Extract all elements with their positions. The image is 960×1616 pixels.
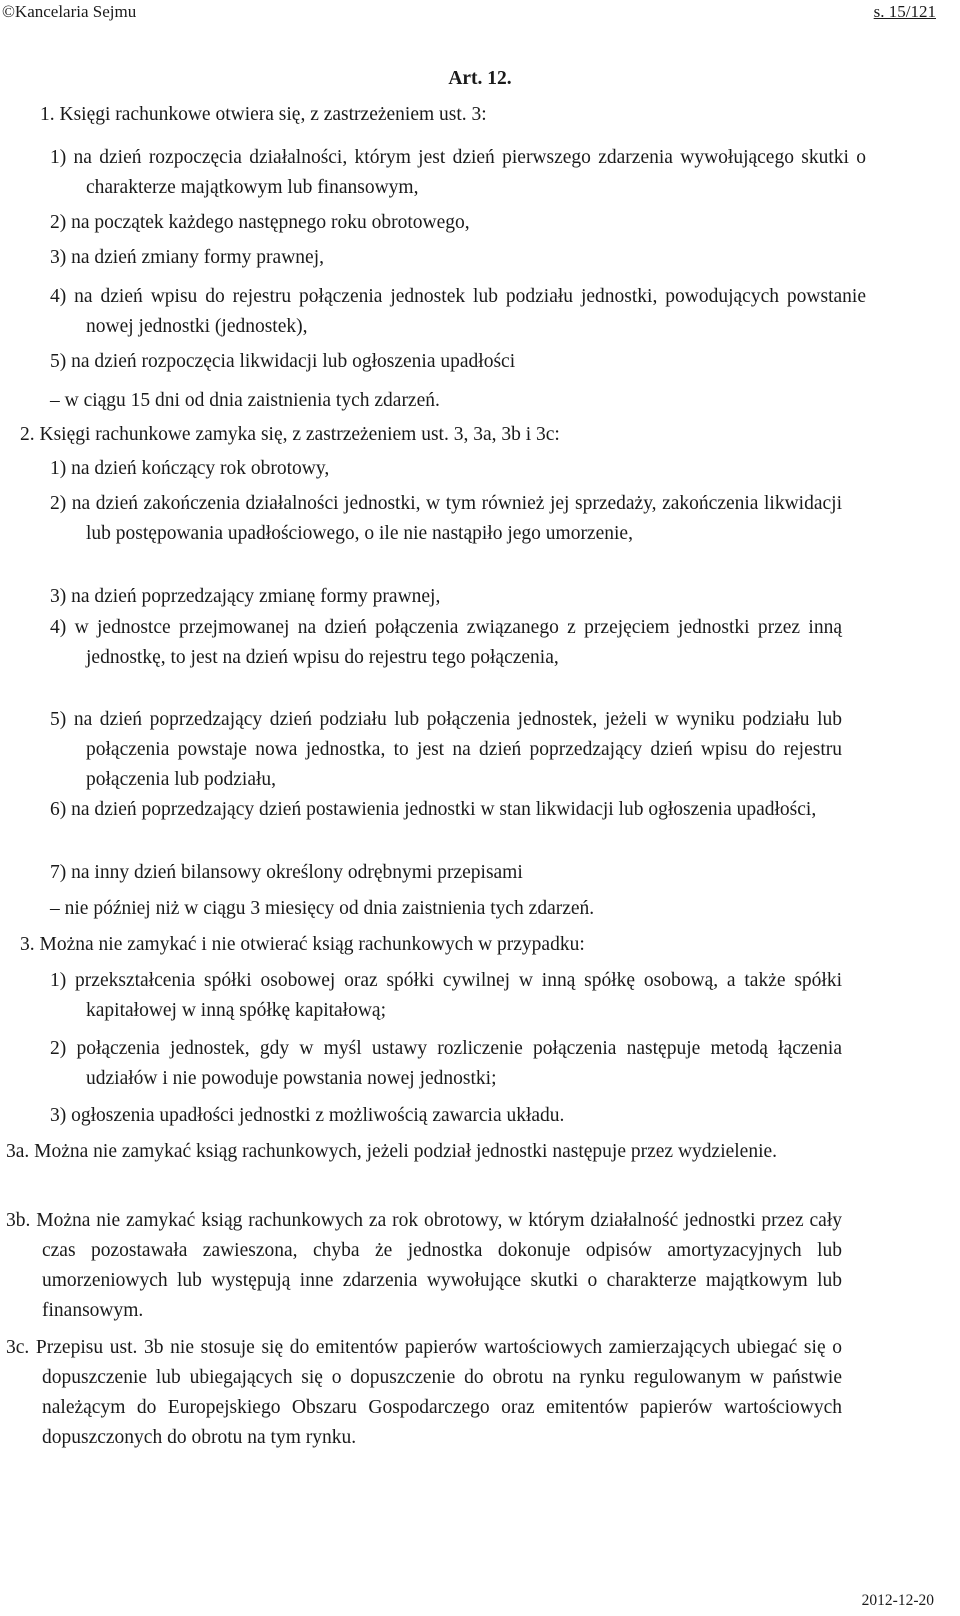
ust3c: 3c. Przepisu ust. 3b nie stosuje się do emitentów papierów wartościowych zamierzających ubiegać się o dopuszczenie lub ubiegających się o dopuszczenie do obrotu na rynku regulowanym w państwie należącym do Europejskiego Obszaru Gospodarczego oraz emitentów papierów wartościowych dopuszczonych do obrotu na tym rynku. [6,1337,842,1448]
article-title: Art. 12. [448,68,512,89]
ust3-item-2: 2) połączenia jednostek, gdy w myśl ustawy rozliczenie połączenia następuje metodą łączenia udziałów i nie powoduje powstania nowej jednostki; [50,1038,842,1089]
ust2-closing: – nie później niż w ciągu 3 miesięcy od dnia zaistnienia tych zdarzeń. [50,898,595,919]
ust1-item-4: 4) na dzień wpisu do rejestru połączenia jednostek lub podziału jednostki, powodujących powstanie nowej jednostki (jednostek), [50,286,866,337]
ust2-item-3: 3) na dzień poprzedzający zmianę formy prawnej, [50,586,441,607]
ust2-item-6: 6) na dzień poprzedzający dzień postawienia jednostki w stan likwidacji lub ogłoszenia upadłości, [50,799,817,820]
ust3-item-1: 1) przekształcenia spółki osobowej oraz spółki cywilnej w inną spółkę osobową, a także spółki kapitałowej w inną spółkę kapitałową; [50,970,842,1021]
ust1-item-3: 3) na dzień zmiany formy prawnej, [50,247,324,268]
header-page-number [874,2,936,22]
page-number-link[interactable]: s. 15/121 [873,2,936,21]
ust2-intro: 2. Księgi rachunkowe zamyka się, z zastrzeżeniem ust. 3, 3a, 3b i 3c: [20,424,560,445]
ust2-item-7: 7) na inny dzień bilansowy określony odrębnymi przepisami [50,862,523,883]
footer-date: 2012-12-20 [861,1592,934,1609]
ust2-item-4: 4) w jednostce przejmowanej na dzień połączenia związanego z przejęciem jednostki przez inną jednostkę, to jest na dzień wpisu do rejestru tego połączenia, [50,617,842,668]
ust1-intro: 1. Księgi rachunkowe otwiera się, z zastrzeżeniem ust. 3: [40,104,487,125]
ust1-item-1: 1) na dzień rozpoczęcia działalności, którym jest dzień pierwszego zdarzenia wywołującego skutki o charakterze majątkowym lub finansowym, [50,147,866,198]
ust1-closing: – w ciągu 15 dni od dnia zaistnienia tych zdarzeń. [50,390,440,411]
ust2-item-5: 5) na dzień poprzedzający dzień podziału lub połączenia jednostek, jeżeli w wyniku podziału lub połączenia powstaje nowa jednostka, to jest na dzień poprzedzający dzień wpisu do rejestru połączenia lub podziału, [50,709,842,790]
ust3a: 3a. Można nie zamykać ksiąg rachunkowych, jeżeli podział jednostki następuje przez wydzielenie. [6,1141,778,1162]
ust2-item-2: 2) na dzień zakończenia działalności jednostki, w tym również jej sprzedaży, zakończenia likwidacji lub postępowania upadłościowego, o ile nie nastąpiło jego umorzenie, [50,493,842,544]
ust1-item-2: 2) na początek każdego następnego roku obrotowego, [50,212,470,233]
ust3b: 3b. Można nie zamykać ksiąg rachunkowych za rok obrotowy, w którym działalność jednostki przez cały czas pozostawała zawieszona, chyba że jednostka dokonuje odpisów amortyzacyjnych lub umorzeniowych lub występują inne zdarzenia wywołujące skutki o charakterze majątkowym lub finansowym. [6,1210,842,1321]
ust2-item-1: 1) na dzień kończący rok obrotowy, [50,458,330,479]
ust3-item-3: 3) ogłoszenia upadłości jednostki z możliwością zawarcia układu. [50,1105,565,1126]
header-source: ©Kancelaria Sejmu [2,2,137,21]
ust1-item-5: 5) na dzień rozpoczęcia likwidacji lub ogłoszenia upadłości [50,351,516,372]
ust3-intro: 3. Można nie zamykać i nie otwierać ksiąg rachunkowych w przypadku: [20,934,585,955]
